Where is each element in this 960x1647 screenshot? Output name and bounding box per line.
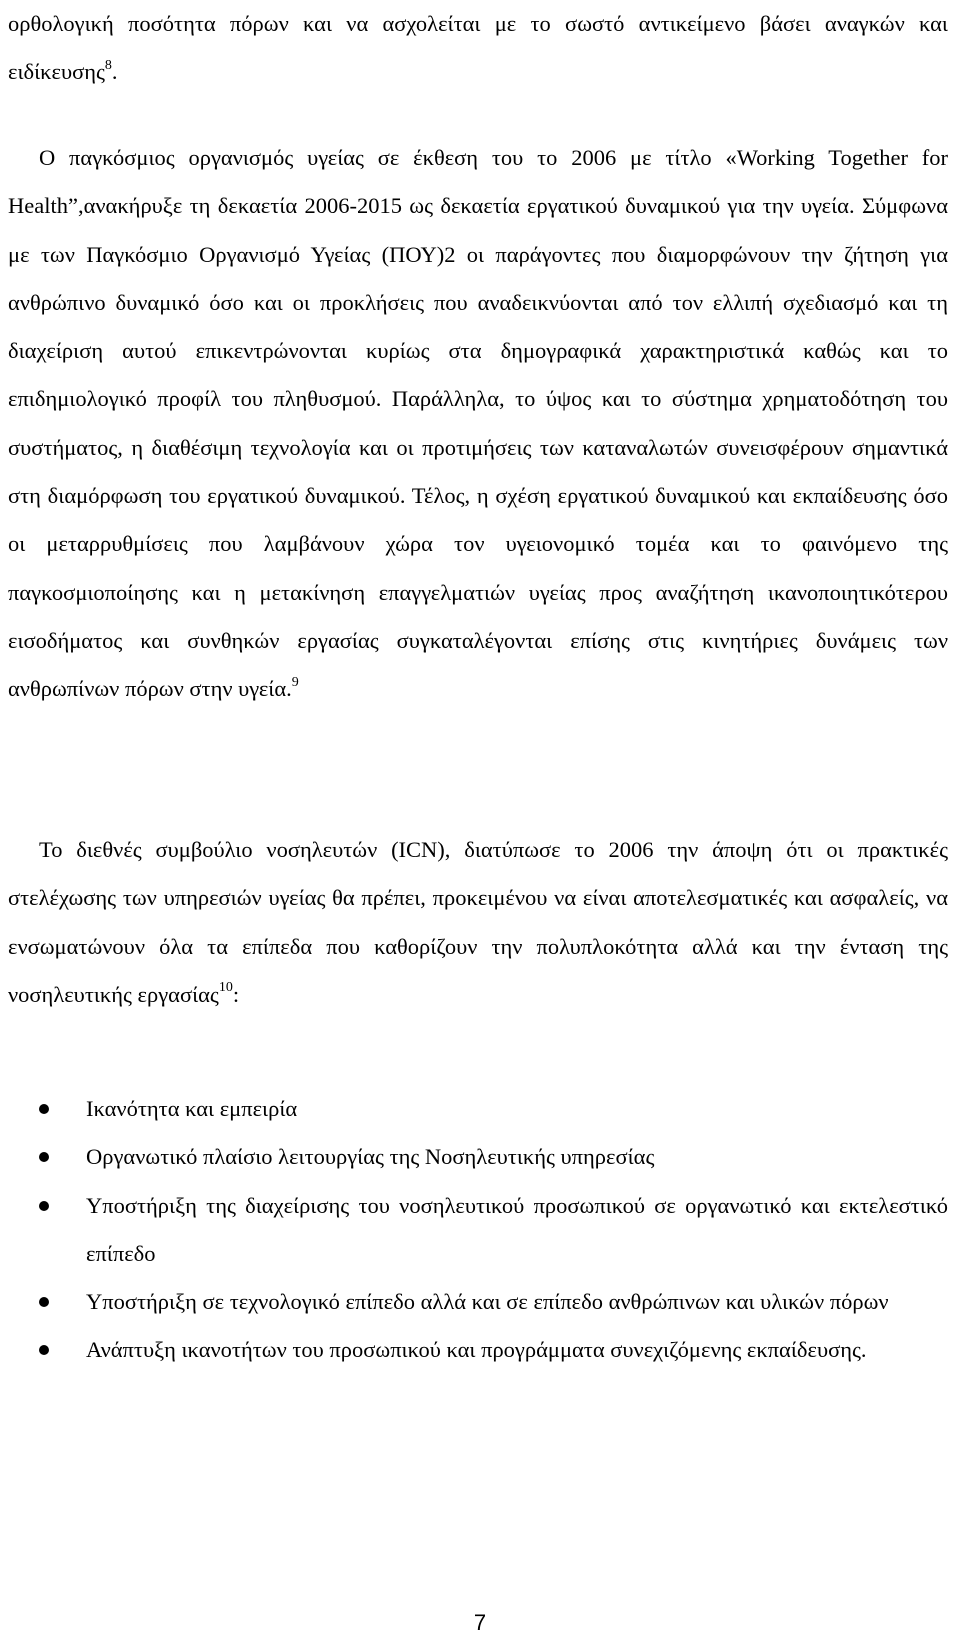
- footnote-ref: 9: [291, 674, 299, 690]
- paragraph-icn: [8, 826, 948, 1019]
- footnote-ref: 8: [104, 57, 112, 73]
- bullet-icon: [39, 1345, 49, 1355]
- paragraph-end: :: [232, 981, 240, 1007]
- list-item: [0, 1278, 960, 1326]
- paragraph-end: .: [111, 59, 118, 85]
- list-item-text: Οργανωτικό πλαίσιο λειτουργίας της Νοσηλευτικής υπηρεσίας: [86, 1144, 655, 1170]
- list-item: [0, 1085, 960, 1133]
- paragraph-text: ορθολογική ποσότητα πόρων και να ασχολείται με το σωστό αντικείμενο βάσει αναγκών και ειδίκευσης: [8, 11, 948, 85]
- bullet-icon: [39, 1152, 49, 1162]
- paragraph-continuation: [8, 0, 948, 97]
- paragraph-who-report: [8, 134, 948, 714]
- list-item: [0, 1182, 960, 1279]
- page-number: 7: [473, 1610, 487, 1635]
- bullet-list: [0, 1085, 960, 1375]
- list-item-text: Ικανότητα και εμπειρία: [86, 1096, 298, 1121]
- list-item: [0, 1326, 960, 1374]
- paragraph-text: Ο παγκόσμιος οργανισμός υγείας σε έκθεση του το 2006 με τίτλο «Working Together for Health”,ανακήρυξε τη δεκαετία 2006-2015 ως δεκαετία εργατικού δυναμικού για την υγεία. Σύμφωνα με των Παγκόσμιο Οργανισμό Υγείας (ΠΟΥ)2 οι παράγοντες που διαμορφώνουν την ζήτηση για ανθρώπινο δυναμικό όσο και οι προκλήσεις που αναδεικνύονται από τον ελλιπή σχεδιασμό και τη διαχείριση αυτού επικεντρώνονται κυρίως στα δημογραφικά χαρακτηριστικά καθώς και το επιδημιολογικό προφίλ του πληθυσμού. Παράλληλα, το ύψος και το σύστημα χρηματοδότηση του συστήματος, η διαθέσιμη τεχνολογία και οι προτιμήσεις των καταναλωτών συνεισφέρουν σημαντικά στη διαμόρφωση του εργατικού δυναμικού. Τέλος, η σχέση εργατικού δυναμικού και εκπαίδευσης όσο οι μεταρρυθμίσεις που λαμβάνουν χώρα τον υγειονομικό τομέα και το φαινόμενο της παγκοσμιοποίησης και η μετακίνηση επαγγελματιών υγείας προς αναζήτηση ικανοποιητικότερου εισοδήματος και συνθηκών εργασίας συγκαταλέγονται επίσης στις κινητήριες δυνάμεις των ανθρωπίνων πόρων στην υγεία.: [8, 145, 948, 702]
- list-item-text: Ανάπτυξη ικανοτήτων του προσωπικού και προγράμματα συνεχιζόμενης εκπαίδευσης.: [86, 1337, 867, 1363]
- bullet-icon: [39, 1201, 49, 1211]
- list-item-text: Υποστήριξη σε τεχνολογικό επίπεδο αλλά και σε επίπεδο ανθρώπινων και υλικών πόρων: [86, 1289, 889, 1315]
- list-item-text: Υποστήριξη της διαχείρισης του νοσηλευτικού προσωπικού σε οργανωτικό και εκτελεστικό επίπεδο: [86, 1192, 948, 1266]
- list-item: [0, 1133, 960, 1181]
- bullet-icon: [39, 1104, 49, 1114]
- bullet-icon: [39, 1297, 49, 1307]
- paragraph-text: Το διεθνές συμβούλιο νοσηλευτών (ICN), διατύπωσε το 2006 την άποψη ότι οι πρακτικές στελέχωσης των υπηρεσιών υγείας θα πρέπει, προκειμένου να είναι αποτελεσματικές και ασφαλείς, να ενσωματώνουν όλα τα επίπεδα που καθορίζουν την πολυπλοκότητα αλλά και την ένταση της νοσηλευτικής εργασίας: [8, 837, 948, 1007]
- footnote-ref: 10: [218, 980, 233, 996]
